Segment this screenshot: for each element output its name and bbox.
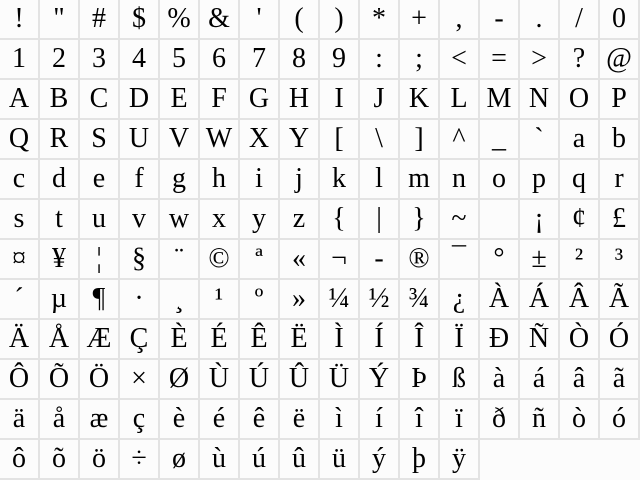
glyph-cell[interactable]: ¤ bbox=[0, 240, 40, 280]
glyph-cell[interactable]: ) bbox=[320, 0, 360, 40]
glyph-cell[interactable]: N bbox=[520, 80, 560, 120]
glyph-cell[interactable]: ß bbox=[440, 360, 480, 400]
glyph-cell[interactable]: Ú bbox=[240, 360, 280, 400]
glyph-cell[interactable]: . bbox=[520, 0, 560, 40]
glyph-cell[interactable]: } bbox=[400, 200, 440, 240]
glyph-cell[interactable]: ³ bbox=[600, 240, 640, 280]
glyph-cell[interactable]: · bbox=[120, 280, 160, 320]
glyph-cell[interactable]: Á bbox=[520, 280, 560, 320]
glyph-cell[interactable]: È bbox=[160, 320, 200, 360]
glyph-cell[interactable]: _ bbox=[480, 120, 520, 160]
glyph-cell[interactable]: = bbox=[480, 40, 520, 80]
glyph-cell[interactable]: 2 bbox=[40, 40, 80, 80]
glyph-cell[interactable]: V bbox=[160, 120, 200, 160]
glyph-cell[interactable]: ö bbox=[80, 440, 120, 480]
glyph-cell[interactable]: Ð bbox=[480, 320, 520, 360]
glyph-cell[interactable]: " bbox=[40, 0, 80, 40]
glyph-cell[interactable]: R bbox=[40, 120, 80, 160]
glyph-cell[interactable]: l bbox=[360, 160, 400, 200]
glyph-cell[interactable]: y bbox=[240, 200, 280, 240]
glyph-cell[interactable]: ¼ bbox=[320, 280, 360, 320]
glyph-cell[interactable]: à bbox=[480, 360, 520, 400]
glyph-cell[interactable]: : bbox=[360, 40, 400, 80]
glyph-cell[interactable]: z bbox=[280, 200, 320, 240]
glyph-cell[interactable]: $ bbox=[120, 0, 160, 40]
glyph-cell[interactable]: í bbox=[360, 400, 400, 440]
glyph-cell[interactable]: x bbox=[200, 200, 240, 240]
glyph-cell[interactable]: ì bbox=[320, 400, 360, 440]
glyph-cell[interactable]: ñ bbox=[520, 400, 560, 440]
glyph-cell[interactable]: d bbox=[40, 160, 80, 200]
glyph-cell[interactable]: ¢ bbox=[560, 200, 600, 240]
glyph-cell[interactable]: U bbox=[120, 120, 160, 160]
glyph-cell[interactable]: t bbox=[40, 200, 80, 240]
glyph-cell[interactable]: , bbox=[440, 0, 480, 40]
glyph-cell[interactable]: é bbox=[200, 400, 240, 440]
glyph-cell[interactable]: § bbox=[120, 240, 160, 280]
glyph-cell[interactable]: Ï bbox=[440, 320, 480, 360]
glyph-cell[interactable]: è bbox=[160, 400, 200, 440]
glyph-cell[interactable]: ó bbox=[600, 400, 640, 440]
glyph-cell[interactable]: ¾ bbox=[400, 280, 440, 320]
glyph-cell[interactable]: ô bbox=[0, 440, 40, 480]
glyph-cell[interactable]: - bbox=[480, 0, 520, 40]
glyph-cell[interactable]: ¹ bbox=[200, 280, 240, 320]
glyph-cell[interactable]: Ô bbox=[0, 360, 40, 400]
glyph-cell[interactable]: ¶ bbox=[80, 280, 120, 320]
glyph-cell[interactable]: 8 bbox=[280, 40, 320, 80]
glyph-cell[interactable]: ¸ bbox=[160, 280, 200, 320]
glyph-cell[interactable]: £ bbox=[600, 200, 640, 240]
glyph-cell[interactable]: & bbox=[200, 0, 240, 40]
glyph-cell[interactable]: F bbox=[200, 80, 240, 120]
glyph-cell[interactable]: Û bbox=[280, 360, 320, 400]
glyph-cell[interactable]: ¡ bbox=[520, 200, 560, 240]
glyph-cell[interactable]: ÿ bbox=[440, 440, 480, 480]
glyph-cell[interactable]: Ù bbox=[200, 360, 240, 400]
glyph-cell[interactable]: # bbox=[80, 0, 120, 40]
glyph-cell[interactable]: Ø bbox=[160, 360, 200, 400]
glyph-cell[interactable]: H bbox=[280, 80, 320, 120]
glyph-cell[interactable]: î bbox=[400, 400, 440, 440]
glyph-cell[interactable]: Ý bbox=[360, 360, 400, 400]
glyph-cell[interactable]: Ã bbox=[600, 280, 640, 320]
glyph-cell[interactable]: ~ bbox=[440, 200, 480, 240]
glyph-cell[interactable]: p bbox=[520, 160, 560, 200]
glyph-cell[interactable]: ] bbox=[400, 120, 440, 160]
glyph-cell[interactable]: ë bbox=[280, 400, 320, 440]
glyph-cell[interactable]: µ bbox=[40, 280, 80, 320]
glyph-cell[interactable]: ï bbox=[440, 400, 480, 440]
glyph-cell[interactable]: I bbox=[320, 80, 360, 120]
glyph-cell[interactable]: Õ bbox=[40, 360, 80, 400]
glyph-cell[interactable]: | bbox=[360, 200, 400, 240]
glyph-cell[interactable]: S bbox=[80, 120, 120, 160]
glyph-cell[interactable]: m bbox=[400, 160, 440, 200]
glyph-cell[interactable]: » bbox=[280, 280, 320, 320]
glyph-cell[interactable]: 3 bbox=[80, 40, 120, 80]
glyph-cell[interactable]: G bbox=[240, 80, 280, 120]
glyph-cell[interactable]: À bbox=[480, 280, 520, 320]
glyph-cell[interactable]: û bbox=[280, 440, 320, 480]
glyph-cell[interactable]: w bbox=[160, 200, 200, 240]
glyph-cell[interactable]: [ bbox=[320, 120, 360, 160]
glyph-cell[interactable]: { bbox=[320, 200, 360, 240]
glyph-cell[interactable]: Q bbox=[0, 120, 40, 160]
glyph-cell[interactable]: K bbox=[400, 80, 440, 120]
glyph-cell[interactable]: ² bbox=[560, 240, 600, 280]
empty-area bbox=[480, 440, 640, 480]
glyph-cell[interactable]: ° bbox=[480, 240, 520, 280]
glyph-cell[interactable]: A bbox=[0, 80, 40, 120]
glyph-cell[interactable]: f bbox=[120, 160, 160, 200]
glyph-cell-blank[interactable] bbox=[480, 200, 520, 240]
glyph-cell[interactable]: Ñ bbox=[520, 320, 560, 360]
glyph-cell[interactable]: Î bbox=[400, 320, 440, 360]
glyph-cell[interactable]: Ü bbox=[320, 360, 360, 400]
glyph-cell[interactable]: 4 bbox=[120, 40, 160, 80]
glyph-cell[interactable]: P bbox=[600, 80, 640, 120]
glyph-cell[interactable]: ± bbox=[520, 240, 560, 280]
glyph-cell[interactable]: j bbox=[280, 160, 320, 200]
glyph-cell[interactable]: 6 bbox=[200, 40, 240, 80]
glyph-cell[interactable]: ¨ bbox=[160, 240, 200, 280]
glyph-cell[interactable]: ª bbox=[240, 240, 280, 280]
glyph-cell[interactable]: o bbox=[480, 160, 520, 200]
glyph-cell[interactable]: W bbox=[200, 120, 240, 160]
glyph-cell[interactable]: ` bbox=[520, 120, 560, 160]
glyph-cell[interactable]: ® bbox=[400, 240, 440, 280]
glyph-cell[interactable]: ´ bbox=[0, 280, 40, 320]
glyph-cell[interactable]: ( bbox=[280, 0, 320, 40]
glyph-cell[interactable]: Ê bbox=[240, 320, 280, 360]
glyph-cell[interactable]: å bbox=[40, 400, 80, 440]
glyph-cell[interactable]: s bbox=[0, 200, 40, 240]
glyph-cell[interactable]: ú bbox=[240, 440, 280, 480]
glyph-cell[interactable]: q bbox=[560, 160, 600, 200]
glyph-cell[interactable]: × bbox=[120, 360, 160, 400]
glyph-cell[interactable]: Y bbox=[280, 120, 320, 160]
glyph-cell[interactable]: O bbox=[560, 80, 600, 120]
glyph-cell[interactable]: u bbox=[80, 200, 120, 240]
glyph-cell[interactable]: ê bbox=[240, 400, 280, 440]
glyph-cell[interactable]: Ä bbox=[0, 320, 40, 360]
glyph-cell[interactable]: - bbox=[360, 240, 400, 280]
glyph-cell[interactable]: @ bbox=[600, 40, 640, 80]
glyph-cell[interactable]: b bbox=[600, 120, 640, 160]
glyph-cell[interactable]: Â bbox=[560, 280, 600, 320]
glyph-cell[interactable]: 7 bbox=[240, 40, 280, 80]
glyph-cell[interactable]: ' bbox=[240, 0, 280, 40]
glyph-cell[interactable]: E bbox=[160, 80, 200, 120]
glyph-cell[interactable]: L bbox=[440, 80, 480, 120]
glyph-cell[interactable]: a bbox=[560, 120, 600, 160]
glyph-cell[interactable]: > bbox=[520, 40, 560, 80]
glyph-cell[interactable]: ¦ bbox=[80, 240, 120, 280]
glyph-cell[interactable]: ; bbox=[400, 40, 440, 80]
glyph-cell[interactable]: ù bbox=[200, 440, 240, 480]
glyph-cell[interactable]: ¥ bbox=[40, 240, 80, 280]
glyph-cell[interactable]: \ bbox=[360, 120, 400, 160]
glyph-cell[interactable]: 1 bbox=[0, 40, 40, 80]
glyph-cell[interactable]: ý bbox=[360, 440, 400, 480]
glyph-cell[interactable]: Ì bbox=[320, 320, 360, 360]
glyph-cell[interactable]: r bbox=[600, 160, 640, 200]
glyph-cell[interactable]: D bbox=[120, 80, 160, 120]
glyph-cell[interactable]: « bbox=[280, 240, 320, 280]
glyph-cell[interactable]: º bbox=[240, 280, 280, 320]
glyph-cell[interactable]: ÷ bbox=[120, 440, 160, 480]
glyph-cell[interactable]: X bbox=[240, 120, 280, 160]
glyph-cell[interactable]: e bbox=[80, 160, 120, 200]
glyph-cell[interactable]: 0 bbox=[600, 0, 640, 40]
glyph-cell[interactable]: © bbox=[200, 240, 240, 280]
glyph-cell[interactable]: ¿ bbox=[440, 280, 480, 320]
glyph-cell[interactable]: % bbox=[160, 0, 200, 40]
glyph-cell[interactable]: ä bbox=[0, 400, 40, 440]
glyph-cell[interactable]: C bbox=[80, 80, 120, 120]
glyph-cell[interactable]: n bbox=[440, 160, 480, 200]
glyph-cell[interactable]: æ bbox=[80, 400, 120, 440]
glyph-cell[interactable]: i bbox=[240, 160, 280, 200]
glyph-cell[interactable]: ! bbox=[0, 0, 40, 40]
glyph-cell[interactable]: / bbox=[560, 0, 600, 40]
glyph-cell[interactable]: ò bbox=[560, 400, 600, 440]
glyph-cell[interactable]: ø bbox=[160, 440, 200, 480]
glyph-cell[interactable]: J bbox=[360, 80, 400, 120]
glyph-cell[interactable]: + bbox=[400, 0, 440, 40]
glyph-cell[interactable]: Ö bbox=[80, 360, 120, 400]
glyph-cell[interactable]: Å bbox=[40, 320, 80, 360]
glyph-cell[interactable]: k bbox=[320, 160, 360, 200]
glyph-cell[interactable]: ¬ bbox=[320, 240, 360, 280]
glyph-cell[interactable]: ¯ bbox=[440, 240, 480, 280]
glyph-cell[interactable]: þ bbox=[400, 440, 440, 480]
glyph-cell[interactable]: É bbox=[200, 320, 240, 360]
glyph-cell[interactable]: ã bbox=[600, 360, 640, 400]
glyph-cell[interactable]: â bbox=[560, 360, 600, 400]
glyph-cell[interactable]: õ bbox=[40, 440, 80, 480]
glyph-cell[interactable]: < bbox=[440, 40, 480, 80]
glyph-cell[interactable]: á bbox=[520, 360, 560, 400]
glyph-cell[interactable]: c bbox=[0, 160, 40, 200]
glyph-cell[interactable]: Í bbox=[360, 320, 400, 360]
glyph-cell[interactable]: ç bbox=[120, 400, 160, 440]
glyph-cell[interactable]: 5 bbox=[160, 40, 200, 80]
glyph-cell[interactable]: ^ bbox=[440, 120, 480, 160]
glyph-cell[interactable]: v bbox=[120, 200, 160, 240]
glyph-cell[interactable]: Ó bbox=[600, 320, 640, 360]
glyph-cell[interactable]: Þ bbox=[400, 360, 440, 400]
glyph-cell[interactable]: 9 bbox=[320, 40, 360, 80]
glyph-cell[interactable]: ð bbox=[480, 400, 520, 440]
glyph-cell[interactable]: ½ bbox=[360, 280, 400, 320]
glyph-cell[interactable]: * bbox=[360, 0, 400, 40]
glyph-cell[interactable]: Ò bbox=[560, 320, 600, 360]
glyph-cell[interactable]: h bbox=[200, 160, 240, 200]
glyph-cell[interactable]: Ç bbox=[120, 320, 160, 360]
glyph-cell[interactable]: Æ bbox=[80, 320, 120, 360]
glyph-cell[interactable]: ü bbox=[320, 440, 360, 480]
glyph-cell[interactable]: Ë bbox=[280, 320, 320, 360]
glyph-cell[interactable]: ? bbox=[560, 40, 600, 80]
glyph-cell[interactable]: g bbox=[160, 160, 200, 200]
glyph-cell[interactable]: B bbox=[40, 80, 80, 120]
glyph-cell[interactable]: M bbox=[480, 80, 520, 120]
